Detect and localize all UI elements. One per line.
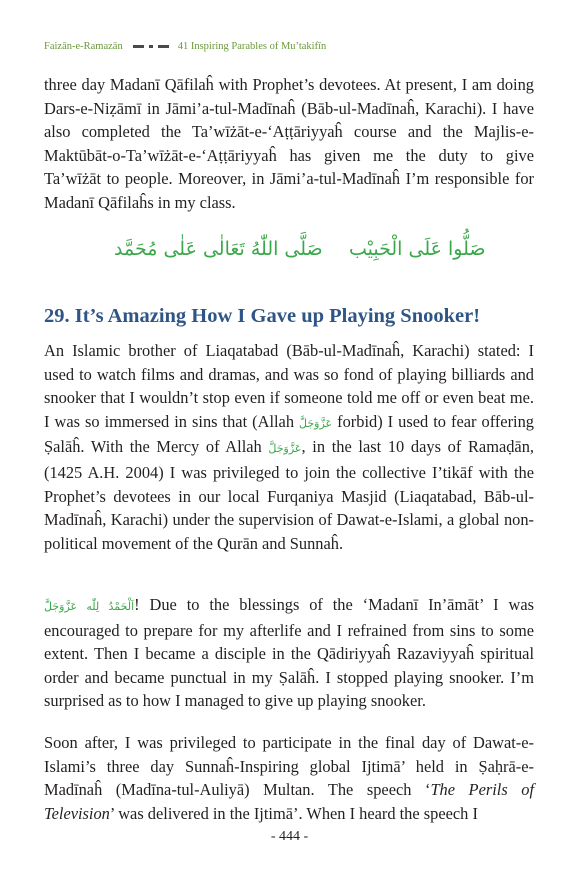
book-title: Faizān-e-Ramazān: [44, 41, 123, 52]
speech-title: The Perils of Television: [44, 780, 534, 823]
alhamdulillah-honorific: اَلْحَمْدُ لِلّٰه عَزَّوَجَلَّ: [44, 600, 135, 613]
running-header: [44, 41, 544, 52]
sallu-alal-habib-calligraphy: صَلُّوا عَلَى الْحَبِيْب: [349, 238, 486, 260]
story-paragraph-1: An Islamic brother of Liaqatabad (Bāb-ul-Madīnaĥ, Karachi) stated: I used to watch films and dramas, and was so fond of playing billiards and snooker that I wouldn’t stop even if someone told me off or even beat me. I was so immersed in sins that (Allah عَزَّوَجَلَّ forbid) I used to fear offering Ṣalāĥ. With the Mercy of Allah عَزَّوَجَلَّ, in the last 10 days of Ramaḍān, (1425 A.H. 2004) I was privileged to join the collective I’tikāf with the Prophet’s devotees in our local Furqaniya Masjid (Liaqatabad, Bāb-ul-Madīnaĥ, Karachi) under the supervision of Dawat-e-Islami, a global non-political movement of the Qurān and Sunnaĥ.: [44, 341, 534, 553]
intro-paragraph: three day Madanī Qāfilaĥ with Prophet’s devotees. At present, I am doing Dars-e-Niẓāmī in Jāmi’a-tul-Madīnaĥ (Bāb-ul-Madīnaĥ, Karachi). I have also completed the Ta’wīżāt-e-‘Aṭṭāriyyaĥ course and the Majlis-e-Maktūbāt-o-Ta’wīżāt-e-‘Aṭṭāriyyaĥ has given me the duty to give Ta’wīżāt to people. Moreover, in Jāmi’a-tul-Madīnaĥ I’m responsible for Madanī Qāfilaĥs in my class.: [44, 75, 534, 212]
story-paragraph-2: اَلْحَمْدُ لِلّٰه عَزَّوَجَلَّ! Due to the blessings of the ‘Madanī In’āmāt’ I was encouraged to prepare for my afterlife and I refrained from sins to some extent. Then I became a disciple in the Qādiriyyaĥ Razaviyyaĥ spiritual order and became punctual in my Ṣalāĥ. I stopped playing snooker. I’m surprised as to how I managed to give up playing snooker.: [44, 595, 534, 711]
page-number: - 444 -: [270, 829, 309, 844]
azza-wa-jal-honorific: عَزَّوَجَلَّ: [268, 442, 302, 456]
story-paragraph-3: Soon after, I was privileged to participate in the final day of Dawat-e-Islami’s three day Sunnaĥ-Inspiring global Ijtimā’ held in Ṣaḥrā-e-Madīnaĥ (Madīna-tul-Auliyā) Multan. The speech ‘The Perils of Television’ was delivered in the Ijtimā’. When I heard the speech I: [44, 733, 534, 823]
salat-ala-muhammad-calligraphy: صَلَّى اللّٰهُ تَعَالٰى عَلٰى مُحَمَّد: [114, 238, 323, 260]
chapter-title: 41 Inspiring Parables of Mu’takifīn: [177, 41, 327, 52]
header-separator: [133, 45, 169, 48]
section-heading: 29. It’s Amazing How I Gave up Playing Snooker!: [44, 305, 481, 327]
azza-wa-jal-honorific: عَزَّوَجَلَّ: [299, 416, 333, 430]
